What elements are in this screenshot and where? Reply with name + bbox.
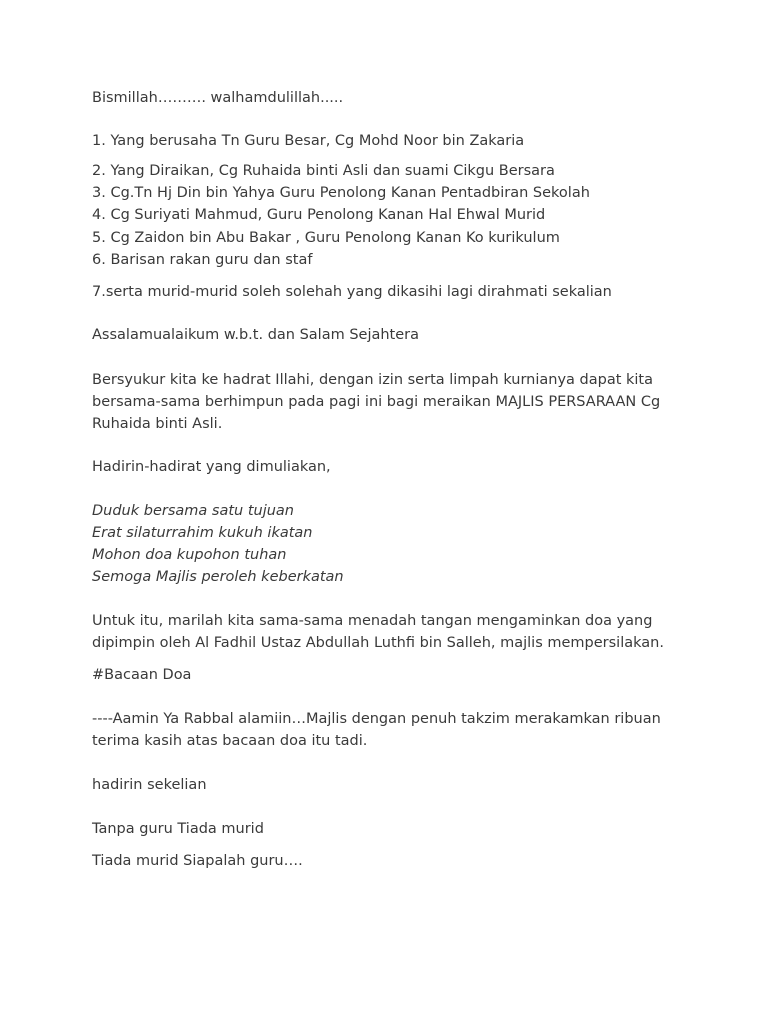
closing-line: Tanpa guru Tiada murid — [92, 821, 264, 837]
paragraph-line: bersama-sama berhimpun pada pagi ini bagi meraikan MAJLIS PERSARAAN Cg — [92, 394, 661, 410]
list-item: 2. Yang Diraikan, Cg Ruhaida binti Asli dan suami Cikgu Bersara — [92, 163, 555, 179]
list-item: 6. Barisan rakan guru dan staf — [92, 252, 313, 268]
paragraph-line: dipimpin oleh Al Fadhil Ustaz Abdullah Luthfi bin Salleh, majlis mempersilakan. — [92, 635, 664, 651]
address-line: Hadirin-hadirat yang dimuliakan, — [92, 459, 331, 475]
paragraph-line: Untuk itu, marilah kita sama-sama menadah tangan mengaminkan doa yang — [92, 613, 653, 629]
list-item: 3. Cg.Tn Hj Din bin Yahya Guru Penolong Kanan Pentadbiran Sekolah — [92, 185, 590, 201]
paragraph-line: ----Aamin Ya Rabbal alamiin…Majlis dengan penuh takzim merakamkan ribuan — [92, 711, 661, 727]
pantun-line: Mohon doa kupohon tuhan — [92, 547, 287, 563]
list-item: 5. Cg Zaidon bin Abu Bakar , Guru Penolong Kanan Ko kurikulum — [92, 230, 560, 246]
hashtag-line: #Bacaan Doa — [92, 667, 192, 683]
list-item: 4. Cg Suriyati Mahmud, Guru Penolong Kanan Hal Ehwal Murid — [92, 207, 546, 223]
closing-line: Tiada murid Siapalah guru…. — [92, 853, 303, 869]
list-item: 1. Yang berusaha Tn Guru Besar, Cg Mohd Noor bin Zakaria — [92, 133, 525, 149]
paragraph-line: Ruhaida binti Asli. — [92, 416, 223, 432]
greeting: Assalamualaikum w.b.t. dan Salam Sejahtera — [92, 327, 420, 343]
paragraph-line: Bersyukur kita ke hadrat Illahi, dengan izin serta limpah kurnianya dapat kita — [92, 372, 654, 388]
list-item: 7.serta murid-murid soleh solehah yang dikasihi lagi dirahmati sekalian — [92, 284, 612, 300]
pantun-line: Semoga Majlis peroleh keberkatan — [92, 569, 344, 585]
address-line: hadirin sekelian — [92, 777, 207, 793]
opening-line: Bismillah………. walhamdulillah..... — [92, 90, 344, 106]
paragraph-line: terima kasih atas bacaan doa itu tadi. — [92, 733, 368, 749]
pantun-line: Erat silaturrahim kukuh ikatan — [92, 525, 313, 541]
pantun-line: Duduk bersama satu tujuan — [92, 503, 294, 519]
